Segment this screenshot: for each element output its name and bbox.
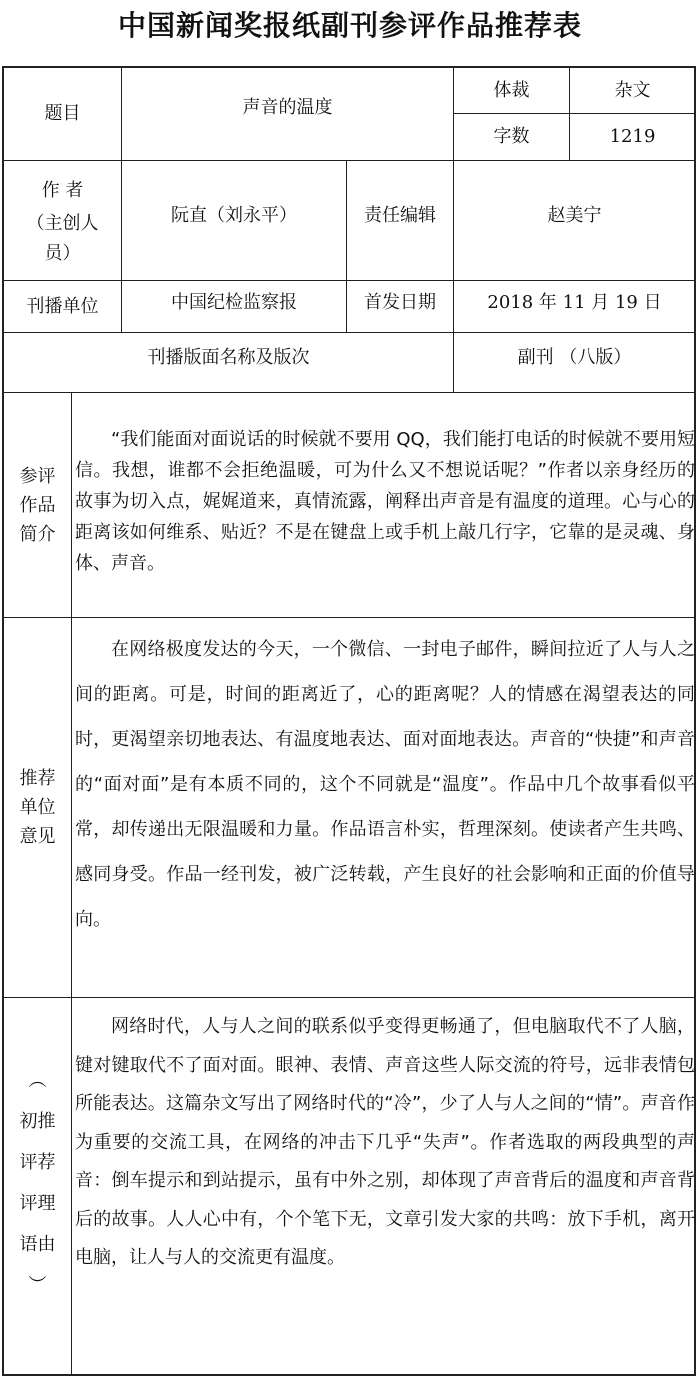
row-divider — [2, 997, 696, 998]
reason-text: 网络时代，人与人之间的联系似乎变得更畅通了，但电脑取代不了人脑，键对键取代不了面对面。眼神、表情、声音这些人际交流的符号，远非表情包所能表达。这篇杂文写出了网络时代的“冷”，少了人与人之间的“情”。声音作为重要的交流工具，在网络的冲击下几乎“失声”。作者选取的两段典型的声音：倒车提示和到站提示，虽有中外之别，却体现了声音背后的温度和声音背后的故事。人人心中有，个个笔下无，文章引发大家的共鸣：放下手机，离开电脑，让人与人的交流更有温度。 — [75, 1016, 695, 1268]
reason-label-line: 评荐 — [19, 1152, 56, 1173]
intro-label-line: 作品 — [19, 494, 56, 516]
work-title-value: 声音的温度 — [242, 97, 333, 118]
publisher-value: 中国纪检监察报 — [171, 291, 297, 313]
reason-label-line: 评理 — [19, 1193, 56, 1214]
date-value: 2018 年 11 月 19 日 — [487, 291, 662, 313]
row-divider — [2, 617, 696, 618]
author-label-line: 作 者 — [41, 179, 84, 201]
column-divider — [71, 392, 72, 1376]
intro-label-line: 参评 — [19, 465, 56, 487]
intro-text: “我们能面对面说话的时候就不要用 QQ，我们能打电话的时候就不要用短信。我想，谁都不会拒绝温暖，可为什么又不想说话呢？”作者以亲身经历的故事为切入点，娓娓道来，真情流露，阐释出声音是有温度的道理。心与心的距离该如何维系、贴近？不是在键盘上或手机上敲几行字，它靠的是灵魂、身体、声音。 — [75, 429, 695, 574]
page-label: 刊播版面名称及版次 — [147, 347, 310, 368]
wordcount-value: 1219 — [609, 126, 656, 147]
recommend-label — [4, 757, 71, 857]
recommend-label-line: 推荐 — [19, 767, 56, 789]
recommend-label-line: 意见 — [19, 825, 56, 847]
author-label — [4, 161, 121, 280]
wordcount-label: 字数 — [493, 126, 530, 147]
reason-label — [4, 1060, 71, 1300]
reason-label-line: 语由 — [19, 1234, 56, 1255]
reason-label-line: 初推 — [19, 1111, 56, 1132]
editor-label: 责任编辑 — [364, 205, 436, 226]
publisher-label: 刊播单位 — [26, 295, 99, 317]
genre-label: 体裁 — [493, 79, 530, 101]
row-divider — [2, 392, 696, 393]
genre-value: 杂文 — [614, 79, 651, 101]
editor-value: 赵美宁 — [547, 205, 602, 226]
title-label: 题目 — [44, 103, 81, 124]
author-label-line: （主创人 — [26, 212, 99, 234]
intro-label-line: 简介 — [19, 523, 56, 545]
date-label: 首发日期 — [364, 291, 436, 313]
form-title: 中国新闻奖报纸副刊参评作品推荐表 — [117, 9, 582, 42]
recommend-label-line: 单位 — [19, 796, 56, 818]
reason-label-line: ︶ — [28, 1275, 47, 1296]
intro-label — [4, 455, 71, 555]
author-label-line: 员） — [44, 242, 81, 264]
reason-label-line: ︵ — [28, 1070, 47, 1091]
recommend-text: 在网络极度发达的今天，一个微信、一封电子邮件，瞬间拉近了人与人之间的距离。可是，时间的距离近了，心的距离呢？人的情感在渴望表达的同时，更渴望亲切地表达、有温度地表达、面对面地表达。声音的“快捷”和声音的“面对面”是有本质不同的，这个不同就是“温度”。作品中几个故事看似平常，却传递出无限温暖和力量。作品语言朴实，哲理深刻。使读者产生共鸣、感同身受。作品一经刊发，被广泛转载，产生良好的社会影响和正面的价值导向。 — [75, 639, 695, 930]
author-value: 阮直（刘永平） — [171, 205, 297, 226]
page-value: 副刊 （八版） — [517, 347, 632, 368]
